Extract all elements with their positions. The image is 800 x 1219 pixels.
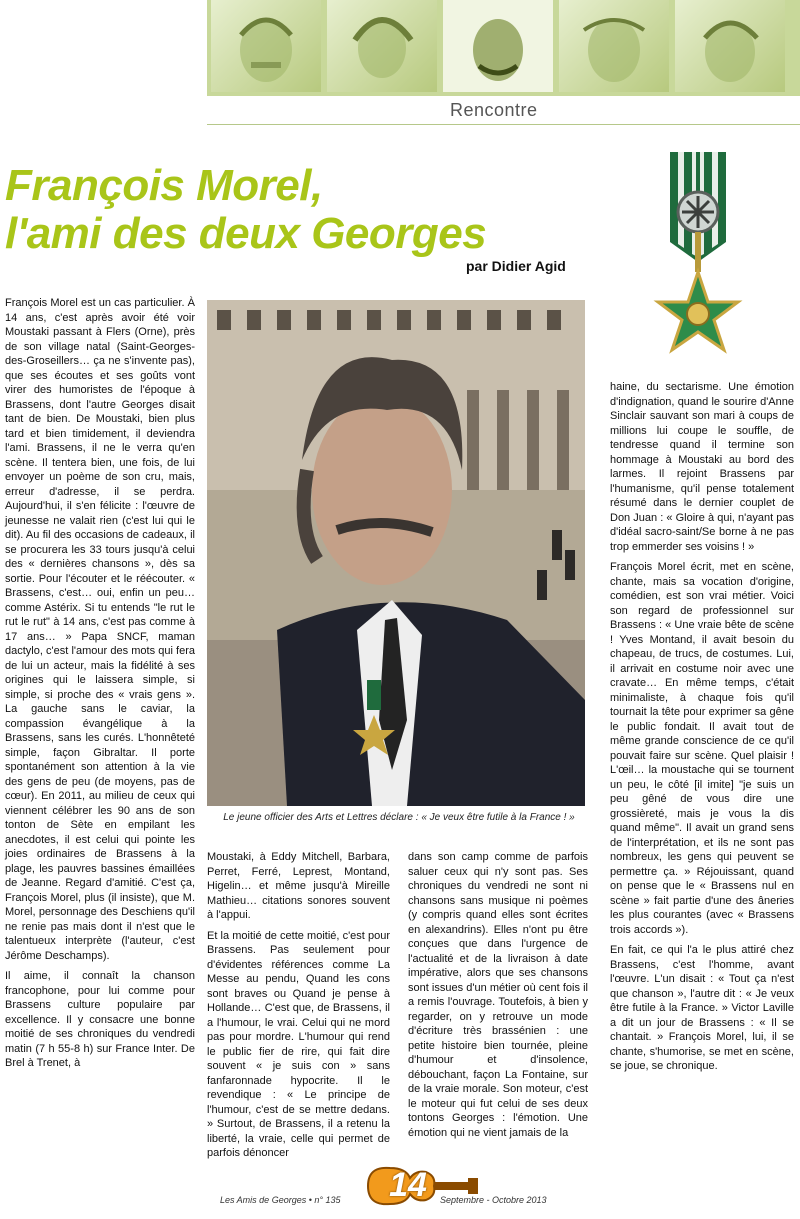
photo-caption: Le jeune officier des Arts et Lettres déclare : « Je veux être futile à la France ! » xyxy=(223,812,575,823)
article-title xyxy=(5,162,645,258)
article-byline: par Didier Agid xyxy=(466,258,566,274)
section-label: Rencontre xyxy=(450,100,538,120)
paragraph: haine, du sectarisme. Une émotion d'indignation, quand le sourire d'Anne Sinclair sauvant son mari à coups de millions lui coupe le souffle, de tendresse quand il termine son hommage à Moustaki au bord des larmes. Il rejoint Brassens par l'humanisme, qu'il pense totalement résumé dans le dernier couplet de Don Juan : « Gloire à qui, n'ayant pas d'idéal sacro-saint/Se borne à ne pas trop emmerder ses voisins ! » xyxy=(610,381,794,553)
article-title-line2: l'ami des deux Georges xyxy=(5,209,487,258)
paragraph: Moustaki, à Eddy Mitchell, Barbara, Perret, Ferré, Leprest, Montand, Higelin… et même jusqu'à Mireille Mathieu… citations sonores souvent à l'appui. xyxy=(207,851,390,921)
article-column-3 xyxy=(408,850,588,1146)
portrait-illustration xyxy=(327,0,437,92)
portrait-illustration xyxy=(211,0,321,92)
page-number: 14 xyxy=(389,1166,427,1204)
article-column-2 xyxy=(207,850,390,1167)
medal-icon xyxy=(648,152,748,372)
section-rule xyxy=(207,124,800,125)
portrait-illustration xyxy=(559,0,669,92)
article-title-line1: François Morel, xyxy=(5,161,323,210)
paragraph: François Morel est un cas particulier. À 14 ans, c'est après avoir été voir Moustaki passant à Flers (Orne), près de son village natal (Saint-Georges-des-Groseillers… ça ne s'invente pas), que ses écoutes et ses goûts vont virer des humoristes de l'époque à Brassens, dont l'autre Georges disait tant de bien. De Moustaki, bien plus tard et bien timidement, il deviendra l'ami. Brassens, il ne le verra qu'en scène. Il tentera bien, une fois, de lui envoyer un poème de son cru, mais, erreur d'adresse, il se perdra. Aujourd'hui, il s'en félicite : l'œuvre de jeunesse ne valait rien (c'est lui qui le dit). Au fil des occasions de cadeaux, il se procurera les 33 tours jusqu'à celui des « dernières chansons », dès sa sortie. Pour l'écouter et le réécouter. « Brassens, c'est… oui, enfin un peu… comme Astérix. Si tu entends "le rut le rut le rut" à 14 ans, c'est pas comme à 17 ans… » Papa SNCF, maman dactylo, c'est l'amour des mots qui fera de lui un acteur, mais la fidélité à ses origines qui le laissera simple, si simple, si proche des « vrais gens ». La gauche sans le caviar, la compassion évangélique à la Brassens, sans les curés. L'honnêteté simple, façon Gibraltar. Il porte spontanément son attention à la vie des gens de peu (de moyens, pas de cœur). En 2011, au milieu de ceux qui viennent célébrer les 90 ans de son tonton de Sète en empilant les anecdotes, il est celui qui pointe les joies ordinaires de Brassens à la plage, les pauvres bassines émaillées de Jeanne. Regard d'amitié. C'est ça, François Morel, plus (il insiste), que M. Morel, personnage des Deschiens qu'il ne renie pas mais dont il n'est que le talentueux interprète (l'auteur, c'est Jérôme Deschamps). xyxy=(5,297,195,962)
header-banner xyxy=(207,0,800,96)
portrait-illustration xyxy=(675,0,785,92)
portrait-illustration xyxy=(443,0,553,92)
article-column-1 xyxy=(5,296,195,1077)
footer-issue-date: Septembre - Octobre 2013 xyxy=(440,1195,547,1205)
paragraph: Il aime, il connaît la chanson francophone, pour lui comme pour Brassens culture populaire par excellence. Il y consacre une bonne moitié de ses chroniques du vendredi matin (7 h 55-8 h) sur France Inter. De Brel à Trenet, à xyxy=(5,970,195,1069)
paragraph: dans son camp comme de parfois saluer ceux qui n'y sont pas. Ses chroniques du vendredi ne sont ni chansons sans musique ni poèmes (y compris quand elles sont écrites en alexandrins). Elles n'ont pu être conçues que dans l'urgence de l'actualité et de la livraison à date impérative, alors que ses chansons sont issues d'un métier où cent fois il a remis l'ouvrage. Toutefois, à bien y regarder, on y retrouve un mode d'écriture très brassénien : une petite histoire bien tournée, pleine d'humour et d'insolence, débouchant, façon La Fontaine, sur de la vraie morale. Son moteur, c'est le moteur qui fut celui de ses deux tontons Georges : l'émotion. Une émotion qui ne vient jamais de la xyxy=(408,851,588,1139)
footer-magazine: Les Amis de Georges • n° 135 xyxy=(220,1195,341,1205)
paragraph: En fait, ce qui l'a le plus attiré chez Brassens, c'est l'homme, avant l'œuvre. L'un disait : « Tout ça n'est que chanson », l'autre dit : « Je veux être futile à la France. » Victor Laville a dit un jour de Brassens : « Il se chantait. » François Morel, lui, il se chante, s'humorise, se met en scène, se joue, se chronique. xyxy=(610,944,794,1072)
paragraph: François Morel écrit, met en scène, chante, mais sa vocation d'origine, comédien, est son vrai métier. Voici son regard de professionnel sur Brassens : « Une vraie bête de scène ! Yves Montand, il avait besoin du chapeau, de trucs, de costumes. Lui, il arrivait en costume noir avec une cravate… En même temps, c'était minimaliste, à chaque fois qu'il tournait la tête pour exprimer sa gêne le public fondait. Il avait tout de même grande conscience de ce qu'il pouvait faire sur scène. Quel plaisir ! L'œil… la moustache qui se tournent un peu, le côté [il imite] "je suis un peu gêné de vous dire une grossièreté, mais je vous la dis quand même". Il avait un grand sens de l'interprétation, et ils ne sont pas nombreux, les gens qui peuvent se permettre ça. » Réjouissant, quand on pense que le « Brassens nul en scène » fait partie d'une des âneries les plus courantes (avec « Brassens trois accords »). xyxy=(610,561,794,936)
article-column-4 xyxy=(610,380,794,1080)
article-photo xyxy=(207,300,585,806)
paragraph: Et la moitié de cette moitié, c'est pour Brassens. Pas seulement pour d'évidentes références comme La Messe au pendu, Quand les cons sont braves ou Quand je pense à Hollande… C'est que, de Brassens, il a l'humour, le vrai. Celui qui ne mord pas pour mordre. L'humour qui rend le public fier de rire, qui fait dire souvent « je suis con » sans fanfaronnade hypocrite. Il le revendique : « Le principe de l'humour, c'est de se mettre dedans. » Surtout, de Brassens, il a retenu la liberté, la vraie, celle qui permet de parfois dénoncer xyxy=(207,929,390,1159)
